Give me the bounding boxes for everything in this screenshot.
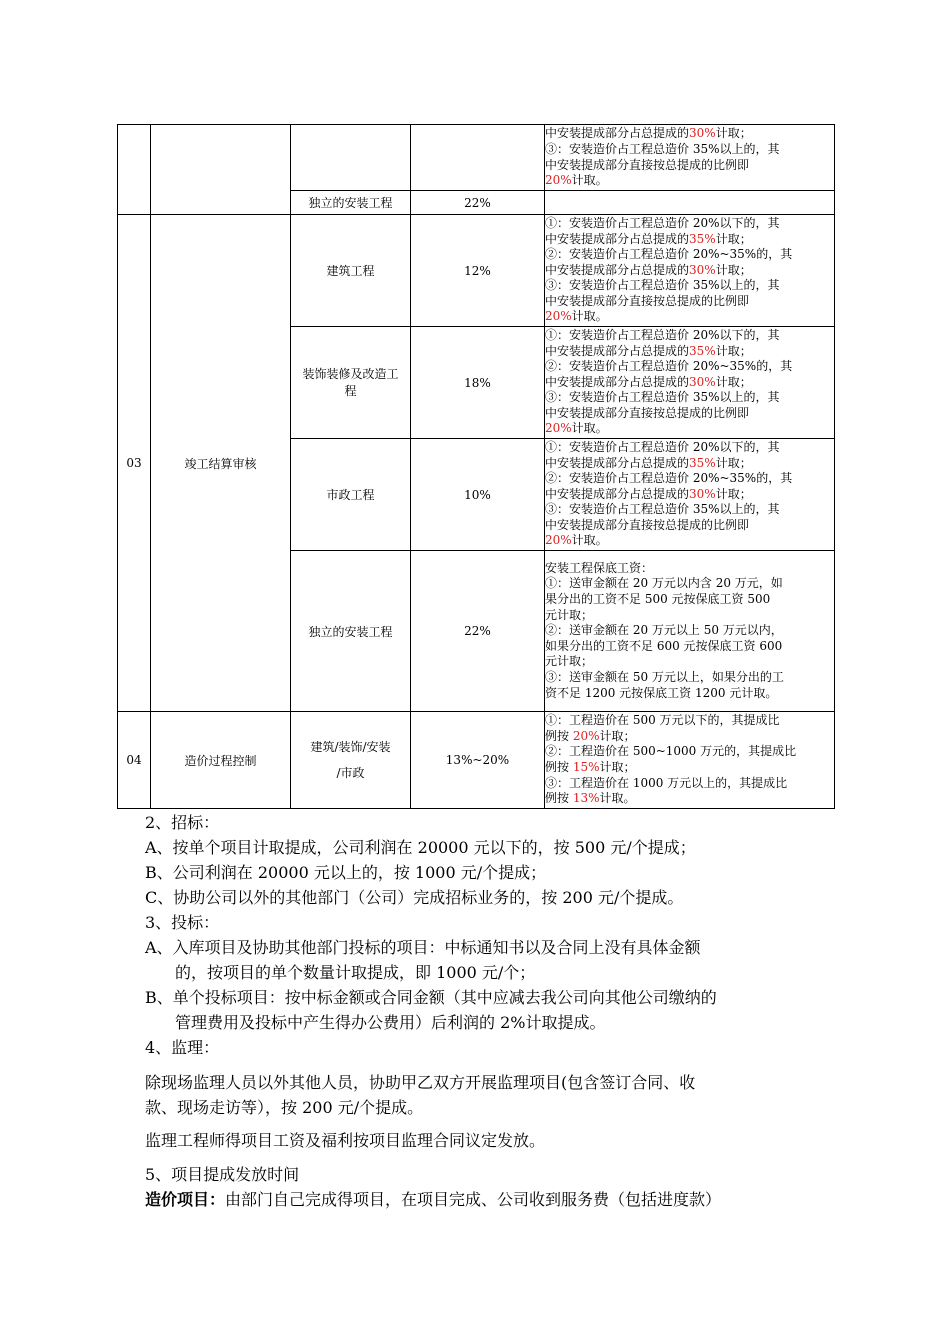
highlight-percent: 20%	[545, 309, 572, 324]
detail-line	[545, 440, 834, 456]
detail-line	[545, 791, 834, 807]
detail-line	[545, 518, 834, 534]
detail-text: ②：安装造价占工程总造价 20%~35%的，其	[545, 471, 793, 486]
project-type: 市政工程	[291, 439, 411, 551]
table-cell	[118, 125, 151, 215]
detail-text: 元计取；	[545, 654, 594, 669]
highlight-percent: 20%	[545, 421, 572, 436]
detail-text: ③：安装造价占工程总造价 35%以上的，其	[545, 278, 780, 293]
paragraph: 款、现场走访等），按 200 元/个提成。	[145, 1098, 424, 1117]
detail-text: 计取；	[599, 728, 636, 743]
detail-line	[545, 294, 834, 310]
detail-line	[545, 158, 834, 174]
detail-text: ③：送审金额在 50 万元以上，如果分出的工	[545, 669, 784, 684]
detail-text: 果分出的工资不足 500 元按保底工资 500	[545, 592, 771, 607]
project-type-line: /市政	[336, 766, 365, 780]
detail-text: 计取；	[715, 231, 752, 246]
table-cell	[151, 125, 291, 215]
detail-text: ①：送审金额在 20 万元以内含 20 万元，如	[545, 576, 783, 591]
detail-text: 计取；	[715, 455, 752, 470]
paragraph: B、单个投标项目：按中标金额或合同金额（其中应减去我公司向其他公司缴纳的	[145, 988, 717, 1007]
project-type: 建筑工程	[291, 215, 411, 327]
detail-text: 中安装提成部分占总提成的	[545, 486, 690, 501]
detail-line	[545, 608, 834, 624]
detail-line	[545, 247, 834, 263]
detail-text: 中安装提成部分占总提成的	[545, 231, 690, 246]
detail-line	[545, 173, 834, 189]
detail-text: 元计取；	[545, 607, 594, 622]
highlight-percent: 15%	[572, 760, 600, 774]
detail-line	[545, 421, 834, 437]
detail-line	[545, 278, 834, 294]
detail-text: 计取；	[715, 262, 752, 277]
detail-text: 中安装提成部分占总提成的	[545, 455, 690, 470]
detail-cell	[545, 215, 835, 327]
detail-line	[545, 263, 834, 279]
highlight-percent: 35%	[689, 343, 716, 358]
detail-text: 计取；	[715, 486, 752, 501]
detail-text: 中安装提成部分占总提成的	[545, 374, 690, 389]
row-number: 03	[118, 215, 151, 712]
detail-line	[545, 232, 834, 248]
table-row	[118, 215, 835, 327]
detail-line	[545, 686, 834, 702]
detail-text: 例按	[545, 760, 573, 774]
bold-label: 造价项目：	[145, 1190, 226, 1209]
highlight-percent: 20%	[572, 728, 600, 743]
detail-text: 中安装提成部分直接按总提成的比例即	[545, 405, 750, 420]
detail-text: ①：安装造价占工程总造价 20%以下的，其	[545, 439, 780, 454]
detail-text: 计取；	[715, 126, 752, 141]
highlight-percent: 30%	[689, 126, 716, 141]
detail-line	[545, 729, 834, 745]
rate-value: 13%~20%	[411, 712, 545, 809]
detail-cell	[545, 125, 835, 191]
detail-text: 中安装提成部分占总提成的	[545, 262, 690, 277]
highlight-percent: 20%	[545, 173, 572, 188]
highlight-percent: 20%	[545, 533, 572, 548]
rate-value: 22%	[411, 551, 545, 712]
row-number: 04	[118, 712, 151, 809]
table-row	[118, 125, 835, 191]
highlight-percent: 13%	[572, 791, 600, 806]
detail-line	[545, 670, 834, 686]
detail-line	[545, 406, 834, 422]
detail-cell	[545, 712, 835, 809]
detail-line	[545, 744, 834, 760]
detail-line	[545, 592, 834, 608]
detail-text: 例按	[545, 728, 573, 743]
detail-line	[545, 471, 834, 487]
section-3	[145, 910, 825, 1035]
detail-line	[545, 142, 834, 158]
detail-text: 计取。	[571, 173, 608, 188]
detail-text: ②：工程造价在 500~1000 万元的，其提成比	[545, 744, 797, 759]
detail-text: ③：安装造价占工程总造价 35%以上的，其	[545, 141, 780, 156]
detail-line	[545, 623, 834, 639]
highlight-percent: 30%	[689, 486, 716, 501]
detail-text: ①：安装造价占工程总造价 20%以下的，其	[545, 327, 780, 342]
detail-line	[545, 375, 834, 391]
detail-cell	[545, 551, 835, 712]
paragraph: 除现场监理人员以外其他人员，协助甲乙双方开展监理项目(包含签订合同、收	[145, 1073, 696, 1092]
section-5	[145, 1162, 825, 1212]
detail-line	[545, 309, 834, 325]
detail-text: 中安装提成部分直接按总提成的比例即	[545, 157, 750, 172]
detail-text: 中安装提成部分占总提成的	[545, 126, 690, 141]
detail-line	[545, 776, 834, 792]
project-type: 独立的安装工程	[291, 191, 411, 215]
detail-line	[545, 126, 834, 142]
detail-line	[545, 456, 834, 472]
highlight-percent: 35%	[689, 231, 716, 246]
paragraph-continued: 管理费用及投标中产生得办公费用）后利润的 2%计取提成。	[175, 1013, 606, 1032]
commission-table	[117, 124, 835, 809]
paragraph: B、公司利润在 20000 元以上的，按 1000 元/个提成；	[145, 863, 547, 882]
highlight-percent: 30%	[689, 374, 716, 389]
detail-text: ②：送审金额在 20 万元以上 50 万元以内，	[545, 623, 783, 638]
rate-value: 12%	[411, 215, 545, 327]
paragraph: C、协助公司以外的其他部门（公司）完成招标业务的，按 200 元/个提成。	[145, 888, 684, 907]
paragraph-text: 由部门自己完成得项目，在项目完成、公司收到服务费（包括进度款）	[225, 1190, 722, 1209]
detail-line	[545, 359, 834, 375]
detail-text: 中安装提成部分占总提成的	[545, 343, 690, 358]
paragraph: 监理工程师得项目工资及福利按项目监理合同议定发放。	[145, 1131, 546, 1150]
rate-value: 22%	[411, 191, 545, 215]
section-title: 5、项目提成发放时间	[145, 1165, 300, 1184]
detail-line	[545, 390, 834, 406]
detail-text: ③：工程造价在 1000 万元以上的，其提成比	[545, 775, 788, 790]
detail-line	[545, 328, 834, 344]
detail-text: 计取。	[571, 309, 608, 324]
detail-line	[545, 487, 834, 503]
detail-text: 中安装提成部分直接按总提成的比例即	[545, 293, 750, 308]
project-type: 独立的安装工程	[291, 551, 411, 712]
paragraph	[145, 1187, 825, 1212]
paragraph: A、按单个项目计取提成，公司利润在 20000 元以下的，按 500 元/个提成；	[145, 838, 696, 857]
detail-text: 中安装提成部分直接按总提成的比例即	[545, 517, 750, 532]
detail-line	[545, 760, 834, 776]
table-cell	[411, 125, 545, 191]
detail-line	[545, 533, 834, 549]
project-type: 装饰装修及改造工程	[291, 327, 411, 439]
rate-value: 18%	[411, 327, 545, 439]
detail-line	[545, 344, 834, 360]
detail-line	[545, 713, 834, 729]
project-type	[291, 712, 411, 809]
detail-line	[545, 576, 834, 592]
section-title: 4、监理：	[145, 1038, 220, 1057]
section-title: 2、招标：	[145, 813, 220, 832]
table-row	[118, 712, 835, 809]
project-type-line: 建筑/装饰/安装	[310, 740, 391, 754]
detail-text: ③：安装造价占工程总造价 35%以上的，其	[545, 502, 780, 517]
service-name: 竣工结算审核	[151, 215, 291, 712]
detail-line	[545, 502, 834, 518]
detail-text: 例按	[545, 791, 573, 806]
detail-text: 计取；	[715, 343, 752, 358]
detail-cell	[545, 439, 835, 551]
detail-text: ②：安装造价占工程总造价 20%~35%的，其	[545, 247, 793, 262]
detail-text: 计取。	[599, 791, 636, 806]
section-4-note	[145, 1128, 825, 1153]
highlight-percent: 35%	[689, 455, 716, 470]
section-title: 3、投标：	[145, 913, 220, 932]
table-cell	[291, 125, 411, 191]
detail-cell	[545, 191, 835, 215]
detail-line	[545, 216, 834, 232]
highlight-percent: 30%	[689, 262, 716, 277]
paragraph-continued: 的，按项目的单个数量计取提成，即 1000 元/个；	[175, 963, 536, 982]
service-name: 造价过程控制	[151, 712, 291, 809]
detail-text: 安装工程保底工资：	[545, 560, 654, 575]
detail-text: 计取。	[571, 421, 608, 436]
detail-text: ②：安装造价占工程总造价 20%~35%的，其	[545, 359, 793, 374]
rate-value: 10%	[411, 439, 545, 551]
detail-text: 计取。	[571, 533, 608, 548]
detail-line	[545, 561, 834, 577]
detail-text: ①：工程造价在 500 万元以下的，其提成比	[545, 713, 780, 728]
section-4-body	[145, 1070, 825, 1120]
detail-cell	[545, 327, 835, 439]
detail-text: ③：安装造价占工程总造价 35%以上的，其	[545, 390, 780, 405]
detail-line	[545, 639, 834, 655]
detail-text: 计取；	[715, 374, 752, 389]
section-2	[145, 810, 825, 910]
detail-text: ①：安装造价占工程总造价 20%以下的，其	[545, 215, 780, 230]
detail-line	[545, 654, 834, 670]
detail-text: 计取；	[599, 760, 636, 774]
paragraph: A、入库项目及协助其他部门投标的项目：中标通知书以及合同上没有具体金额	[145, 938, 701, 957]
detail-text: 资不足 1200 元按保底工资 1200 元计取。	[545, 685, 778, 700]
section-4-title	[145, 1035, 825, 1060]
detail-text: 如果分出的工资不足 600 元按保底工资 600	[545, 638, 783, 653]
